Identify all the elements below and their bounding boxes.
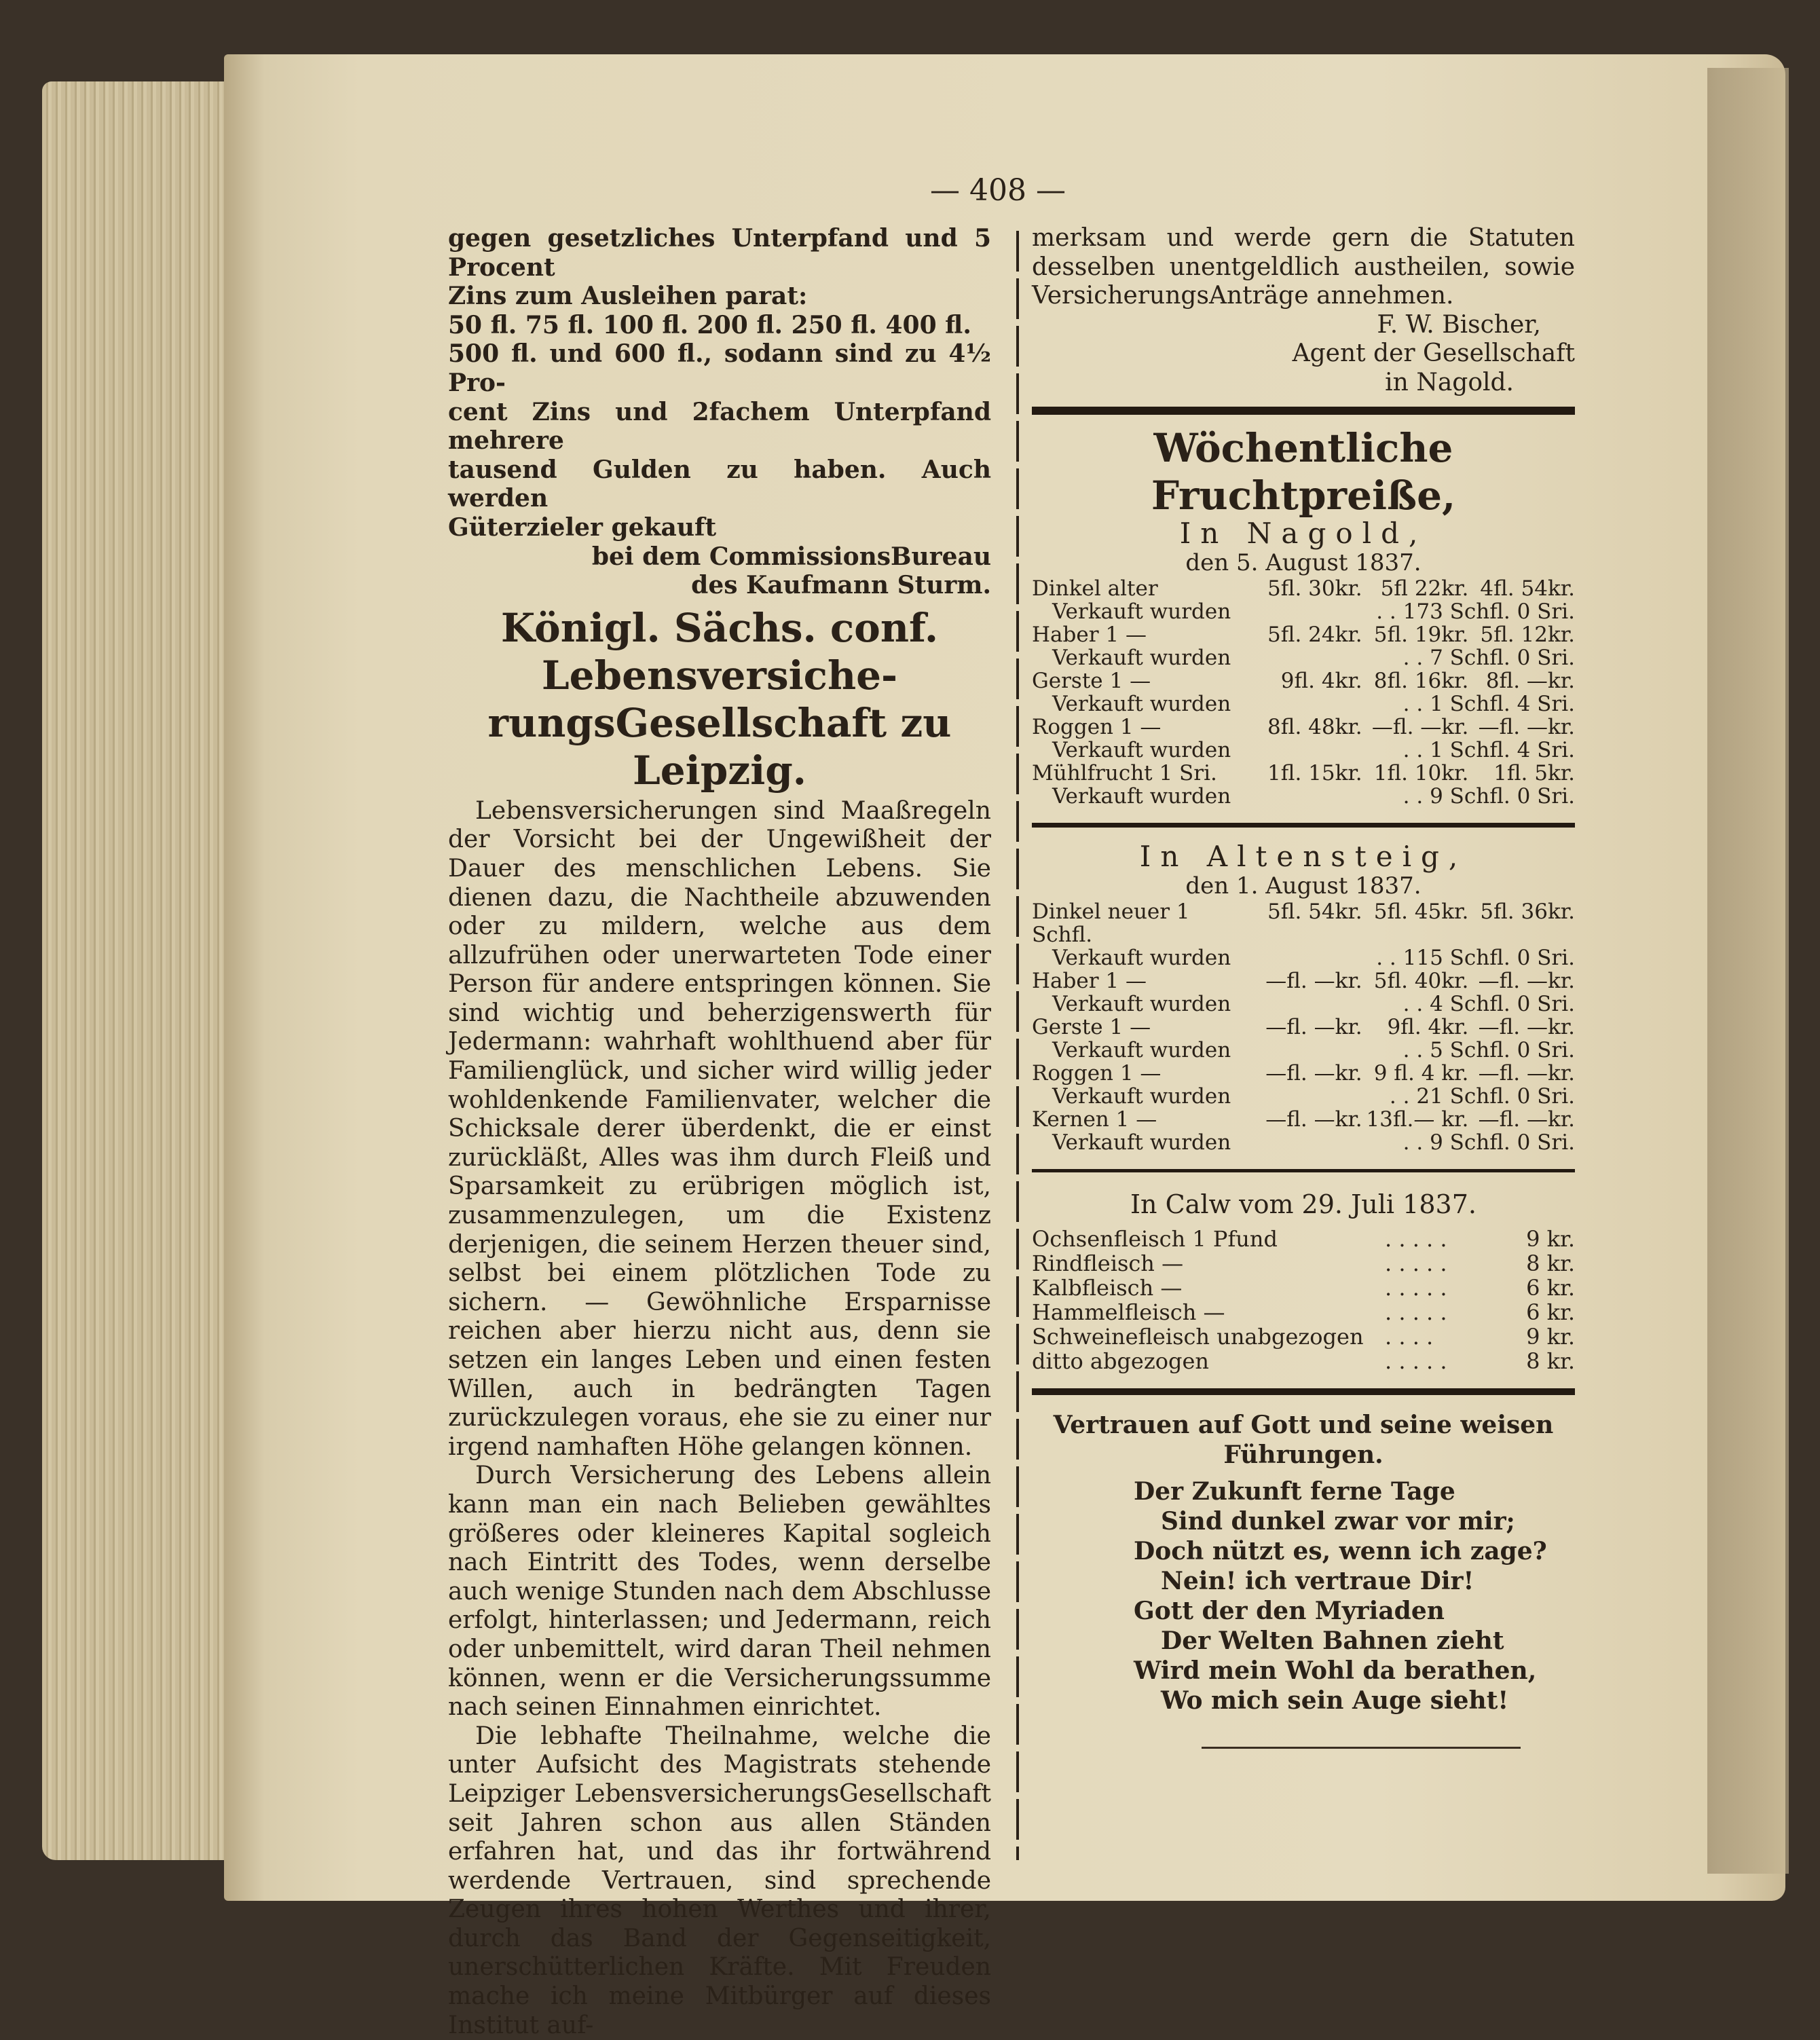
price-cell: 9fl. 4kr. (1387, 1015, 1469, 1039)
left-column (448, 224, 991, 2040)
sold-cell: . . 1 Schfl. 4 Sri. (1403, 692, 1575, 716)
signature-name: F. W. Bischer, (1377, 310, 1541, 339)
price-cell: 13fl.— kr. (1366, 1107, 1469, 1132)
poem-line: Der Welten Bahnen zieht (1161, 1627, 1504, 1655)
column-divider (1016, 231, 1019, 1860)
paragraph-continuation: merksam und werde gern die Statuten desselben unentgeldlich austheilen, sowie VersicherungsAnträge annehmen. (1032, 224, 1575, 310)
price-cell: —fl. —kr. (1265, 1015, 1362, 1039)
date-line: den 5. August 1837. (1185, 549, 1422, 576)
price-cell: —fl. —kr. (1265, 969, 1362, 993)
meat-row (1032, 1349, 1575, 1373)
meat-cell: . . . . . (1385, 1226, 1447, 1252)
price-cell: —fl. —kr. (1478, 1107, 1575, 1132)
price-cell: 5fl. 36kr. (1480, 900, 1575, 924)
price-cell: Mühlfrucht 1 Sri. (1032, 761, 1217, 785)
meat-cell: 8 kr. (1526, 1250, 1575, 1276)
sold-row (1032, 600, 1575, 623)
sold-cell: . . 4 Schfl. 0 Sri. (1403, 992, 1575, 1016)
sold-cell: Verkauft wurden (1052, 1084, 1231, 1109)
price-cell: 1fl. 5kr. (1493, 761, 1575, 785)
meat-cell: . . . . . (1385, 1250, 1447, 1276)
sold-cell: . . 5 Schfl. 0 Sri. (1403, 1038, 1575, 1062)
ad-line: Zins zum Ausleihen parat: (448, 282, 808, 311)
price-cell: 5fl. 19kr. (1373, 623, 1469, 647)
poem-line: Sind dunkel zwar vor mir; (1161, 1507, 1515, 1536)
price-cell: 8fl. 48kr. (1267, 715, 1362, 739)
price-cell: 5fl. 24kr. (1267, 623, 1362, 647)
date-line: den 1. August 1837. (1185, 872, 1422, 900)
advertisement (448, 224, 991, 600)
sold-row (1032, 993, 1575, 1016)
poem-line: Doch nützt es, wenn ich zage? (1134, 1537, 1547, 1565)
poem-title (1032, 1410, 1575, 1470)
heading-line: Königl. Sächs. conf. Lebensversiche- (500, 604, 939, 699)
ad-line: 500 fl. und 600 fl., sodann sind zu 4½ Pro- (448, 339, 991, 397)
price-cell: 5fl. 45kr. (1373, 900, 1469, 924)
price-cell: Dinkel alter (1032, 576, 1158, 601)
price-row (1032, 762, 1575, 785)
price-cell: Dinkel neuer 1 Schfl. (1032, 900, 1190, 947)
price-row (1032, 577, 1575, 600)
meat-cell: 6 kr. (1526, 1299, 1575, 1325)
price-cell: 5fl. 12kr. (1480, 623, 1575, 647)
price-cell: —fl. —kr. (1478, 715, 1575, 739)
divider (1032, 407, 1575, 415)
price-cell: 5fl. 40kr. (1373, 969, 1469, 993)
price-cell: —fl. —kr. (1478, 1061, 1575, 1086)
sold-row (1032, 692, 1575, 716)
price-cell: 5fl 22kr. (1380, 576, 1469, 601)
sold-cell: Verkauft wurden (1052, 692, 1231, 716)
price-cell: —fl. —kr. (1265, 1061, 1362, 1086)
ad-line: tausend Gulden zu haben. Auch werden (448, 455, 991, 513)
sold-cell: Verkauft wurden (1052, 1038, 1231, 1062)
price-row (1032, 716, 1575, 739)
price-cell: Gerste 1 — (1032, 669, 1151, 693)
ad-signature: bei dem CommissionsBureau (591, 542, 991, 571)
price-table-altensteig (1032, 900, 1575, 1154)
price-cell: 8fl. —kr. (1485, 669, 1575, 693)
paragraph: Durch Versicherung des Lebens allein kann man ein nach Belieben gewähltes größeres oder kleineres Kapital sogleich nach Eintritt des Todes, wenn derselbe auch wenige Stunden nach dem Abschlusse erfolgt, hinterlassen; und Jedermann, reich oder unbemittelt, wird daran Theil nehmen können, wenn er die Versicherungssumme nach seinen Einnahmen einrichtet. (448, 1462, 991, 1722)
price-row (1032, 1108, 1575, 1131)
ad-line: Güterzieler gekauft (448, 513, 717, 542)
poem (1032, 1477, 1575, 1716)
ad-line: cent Zins und 2fachem Unterpfand mehrere (448, 397, 991, 456)
price-cell: Haber 1 — (1032, 969, 1147, 993)
article-heading (448, 604, 991, 794)
divider (1032, 823, 1575, 828)
poem-line: Wo mich sein Auge sieht! (1161, 1686, 1509, 1715)
price-cell: —fl. —kr. (1478, 969, 1575, 993)
poem-line: Gott der den Myriaden (1134, 1597, 1445, 1625)
meat-cell: ditto abgezogen (1032, 1348, 1210, 1374)
end-rule (1202, 1747, 1521, 1749)
signature-role: Agent der Gesellschaft (1292, 339, 1575, 367)
price-cell: Roggen 1 — (1032, 1061, 1162, 1086)
price-cell: 9fl. 4kr. (1280, 669, 1362, 693)
price-row (1032, 623, 1575, 646)
price-cell: —fl. —kr. (1478, 1015, 1575, 1039)
sold-cell: . . 9 Schfl. 0 Sri. (1403, 1130, 1575, 1155)
page-number: — 408 — (930, 173, 1066, 208)
meat-row (1032, 1324, 1575, 1349)
sold-cell: . . 9 Schfl. 0 Sri. (1403, 784, 1575, 809)
sold-row (1032, 646, 1575, 669)
ad-line: 50 fl. 75 fl. 100 fl. 200 fl. 250 fl. 400 fl. (448, 310, 971, 339)
price-cell: 4fl. 54kr. (1480, 576, 1575, 601)
meat-cell: Kalbfleisch — (1032, 1275, 1183, 1301)
meat-row (1032, 1300, 1575, 1324)
meat-row (1032, 1276, 1575, 1300)
divider (1032, 1388, 1575, 1395)
sold-cell: Verkauft wurden (1052, 1130, 1231, 1155)
price-cell: 8fl. 16kr. (1373, 669, 1469, 693)
meat-cell: Schweinefleisch unabgezogen (1032, 1324, 1364, 1350)
meat-cell: . . . . . (1385, 1299, 1447, 1325)
price-cell: Haber 1 — (1032, 623, 1147, 647)
meat-cell: 8 kr. (1526, 1348, 1575, 1374)
meat-cell: 9 kr. (1526, 1324, 1575, 1350)
meat-cell: Hammelfleisch — (1032, 1299, 1225, 1325)
meat-price-table (1032, 1227, 1575, 1373)
sold-cell: . . 1 Schfl. 4 Sri. (1403, 738, 1575, 762)
sold-row (1032, 785, 1575, 808)
sold-cell: . . 115 Schfl. 0 Sri. (1376, 946, 1575, 970)
sold-cell: . . 173 Schfl. 0 Sri. (1376, 599, 1575, 624)
price-row (1032, 900, 1575, 946)
sold-row (1032, 1131, 1575, 1154)
meat-cell: . . . . . (1385, 1348, 1447, 1374)
price-cell: —fl. —kr. (1371, 715, 1469, 739)
sold-row (1032, 739, 1575, 762)
meat-row (1032, 1251, 1575, 1276)
town-heading: In Nagold, (1179, 517, 1428, 550)
sold-cell: . . 21 Schfl. 0 Sri. (1389, 1084, 1575, 1109)
price-cell: 9 fl. 4 kr. (1373, 1061, 1469, 1086)
meat-cell: 6 kr. (1526, 1275, 1575, 1301)
price-cell: Roggen 1 — (1032, 715, 1162, 739)
paragraph: Lebensversicherungen sind Maaßregeln der Vorsicht bei der Ungewißheit der Dauer des menschlichen Lebens. Sie dienen dazu, die Nachtheile abzuwenden oder zu mildern, welche aus dem allzufrühen oder unerwarteten Tode einer Person für andere entspringen können. Sie sind wichtig und beherzigenswerth für Jedermann: wahrhaft wohlthuend aber für Familienglück, und sicher wird willig jeder wohldenkende Familienvater, welcher die Schicksale derer überdenkt, die er einst zurückläßt, Alles was ihm durch Fleiß und Sparsamkeit zu erübrigen möglich ist, zusammenzulegen, um die Existenz derjenigen, die seinem Herzen theuer sind, selbst bei einem plötzlichen Tode zu sichern. — Gewöhnliche Ersparnisse reichen aber hierzu nicht aus, denn sie setzen ein langes Leben und einen festen Willen, auch in bedrängten Tagen zurückzulegen voraus, ehe sie zu einer nur irgend namhaften Höhe gelangen können. (448, 796, 991, 1461)
sold-row (1032, 1085, 1575, 1108)
poem-title-line: Vertrauen auf Gott und seine weisen (1053, 1411, 1554, 1439)
sold-row (1032, 1039, 1575, 1062)
right-column (1032, 224, 1575, 1749)
meat-row (1032, 1227, 1575, 1251)
sold-cell: Verkauft wurden (1052, 784, 1231, 809)
book-page-edges (42, 81, 239, 1860)
town-heading: In Altensteig, (1139, 840, 1468, 873)
price-cell: 1fl. 15kr. (1267, 761, 1362, 785)
price-row (1032, 1016, 1575, 1039)
meat-cell: Rindfleisch — (1032, 1250, 1184, 1276)
signature-place: in Nagold. (1385, 368, 1514, 396)
sold-cell: Verkauft wurden (1052, 599, 1231, 624)
price-row (1032, 669, 1575, 692)
sold-cell: Verkauft wurden (1052, 646, 1231, 670)
sold-cell: Verkauft wurden (1052, 946, 1231, 970)
meat-cell: . . . . . (1385, 1275, 1447, 1301)
poem-line: Der Zukunft ferne Tage (1134, 1477, 1455, 1506)
page-right-edge (1707, 68, 1789, 1874)
calw-heading: In Calw vom 29. Juli 1837. (1130, 1189, 1477, 1219)
poem-line: Wird mein Wohl da berathen, (1134, 1656, 1537, 1685)
poem-title-line: Führungen. (1223, 1441, 1383, 1469)
price-row (1032, 969, 1575, 993)
prices-title: Wöchentliche Fruchtpreiße, (1151, 425, 1456, 519)
sold-cell: . . 7 Schfl. 0 Sri. (1403, 646, 1575, 670)
sold-cell: Verkauft wurden (1052, 992, 1231, 1016)
price-cell: 5fl. 30kr. (1267, 576, 1362, 601)
price-cell: Gerste 1 — (1032, 1015, 1151, 1039)
price-cell: 5fl. 54kr. (1267, 900, 1362, 924)
price-cell: Kernen 1 — (1032, 1107, 1157, 1132)
ad-signature: des Kaufmann Sturm. (691, 571, 991, 600)
price-cell: 1fl. 10kr. (1373, 761, 1469, 785)
meat-cell: Ochsenfleisch 1 Pfund (1032, 1226, 1278, 1252)
heading-line: rungsGesellschaft zu Leipzig. (487, 699, 952, 794)
poem-line: Nein! ich vertraue Dir! (1161, 1567, 1474, 1595)
sold-row (1032, 946, 1575, 969)
paragraph: Die lebhafte Theilnahme, welche die unter Aufsicht des Magistrats stehende Leipziger LebensversicherungsGesellschaft seit Jahren schon aus allen Ständen erfahren hat, und das ihr fortwährend werdende Vertrauen, sind sprechende Zeugen ihres hohen Werthes und ihrer, durch das Band der Gegenseitigkeit, unerschütterlichen Kräfte. Mit Freuden mache ich meine Mitbürger auf dieses Institut auf- (448, 1722, 991, 2039)
meat-cell: 9 kr. (1526, 1226, 1575, 1252)
divider (1032, 1169, 1575, 1172)
price-row (1032, 1062, 1575, 1085)
price-table-nagold (1032, 577, 1575, 808)
ad-line: gegen gesetzliches Unterpfand und 5 Procent (448, 224, 991, 282)
meat-cell: . . . . (1385, 1324, 1434, 1350)
price-cell: —fl. —kr. (1265, 1107, 1362, 1132)
sold-cell: Verkauft wurden (1052, 738, 1231, 762)
